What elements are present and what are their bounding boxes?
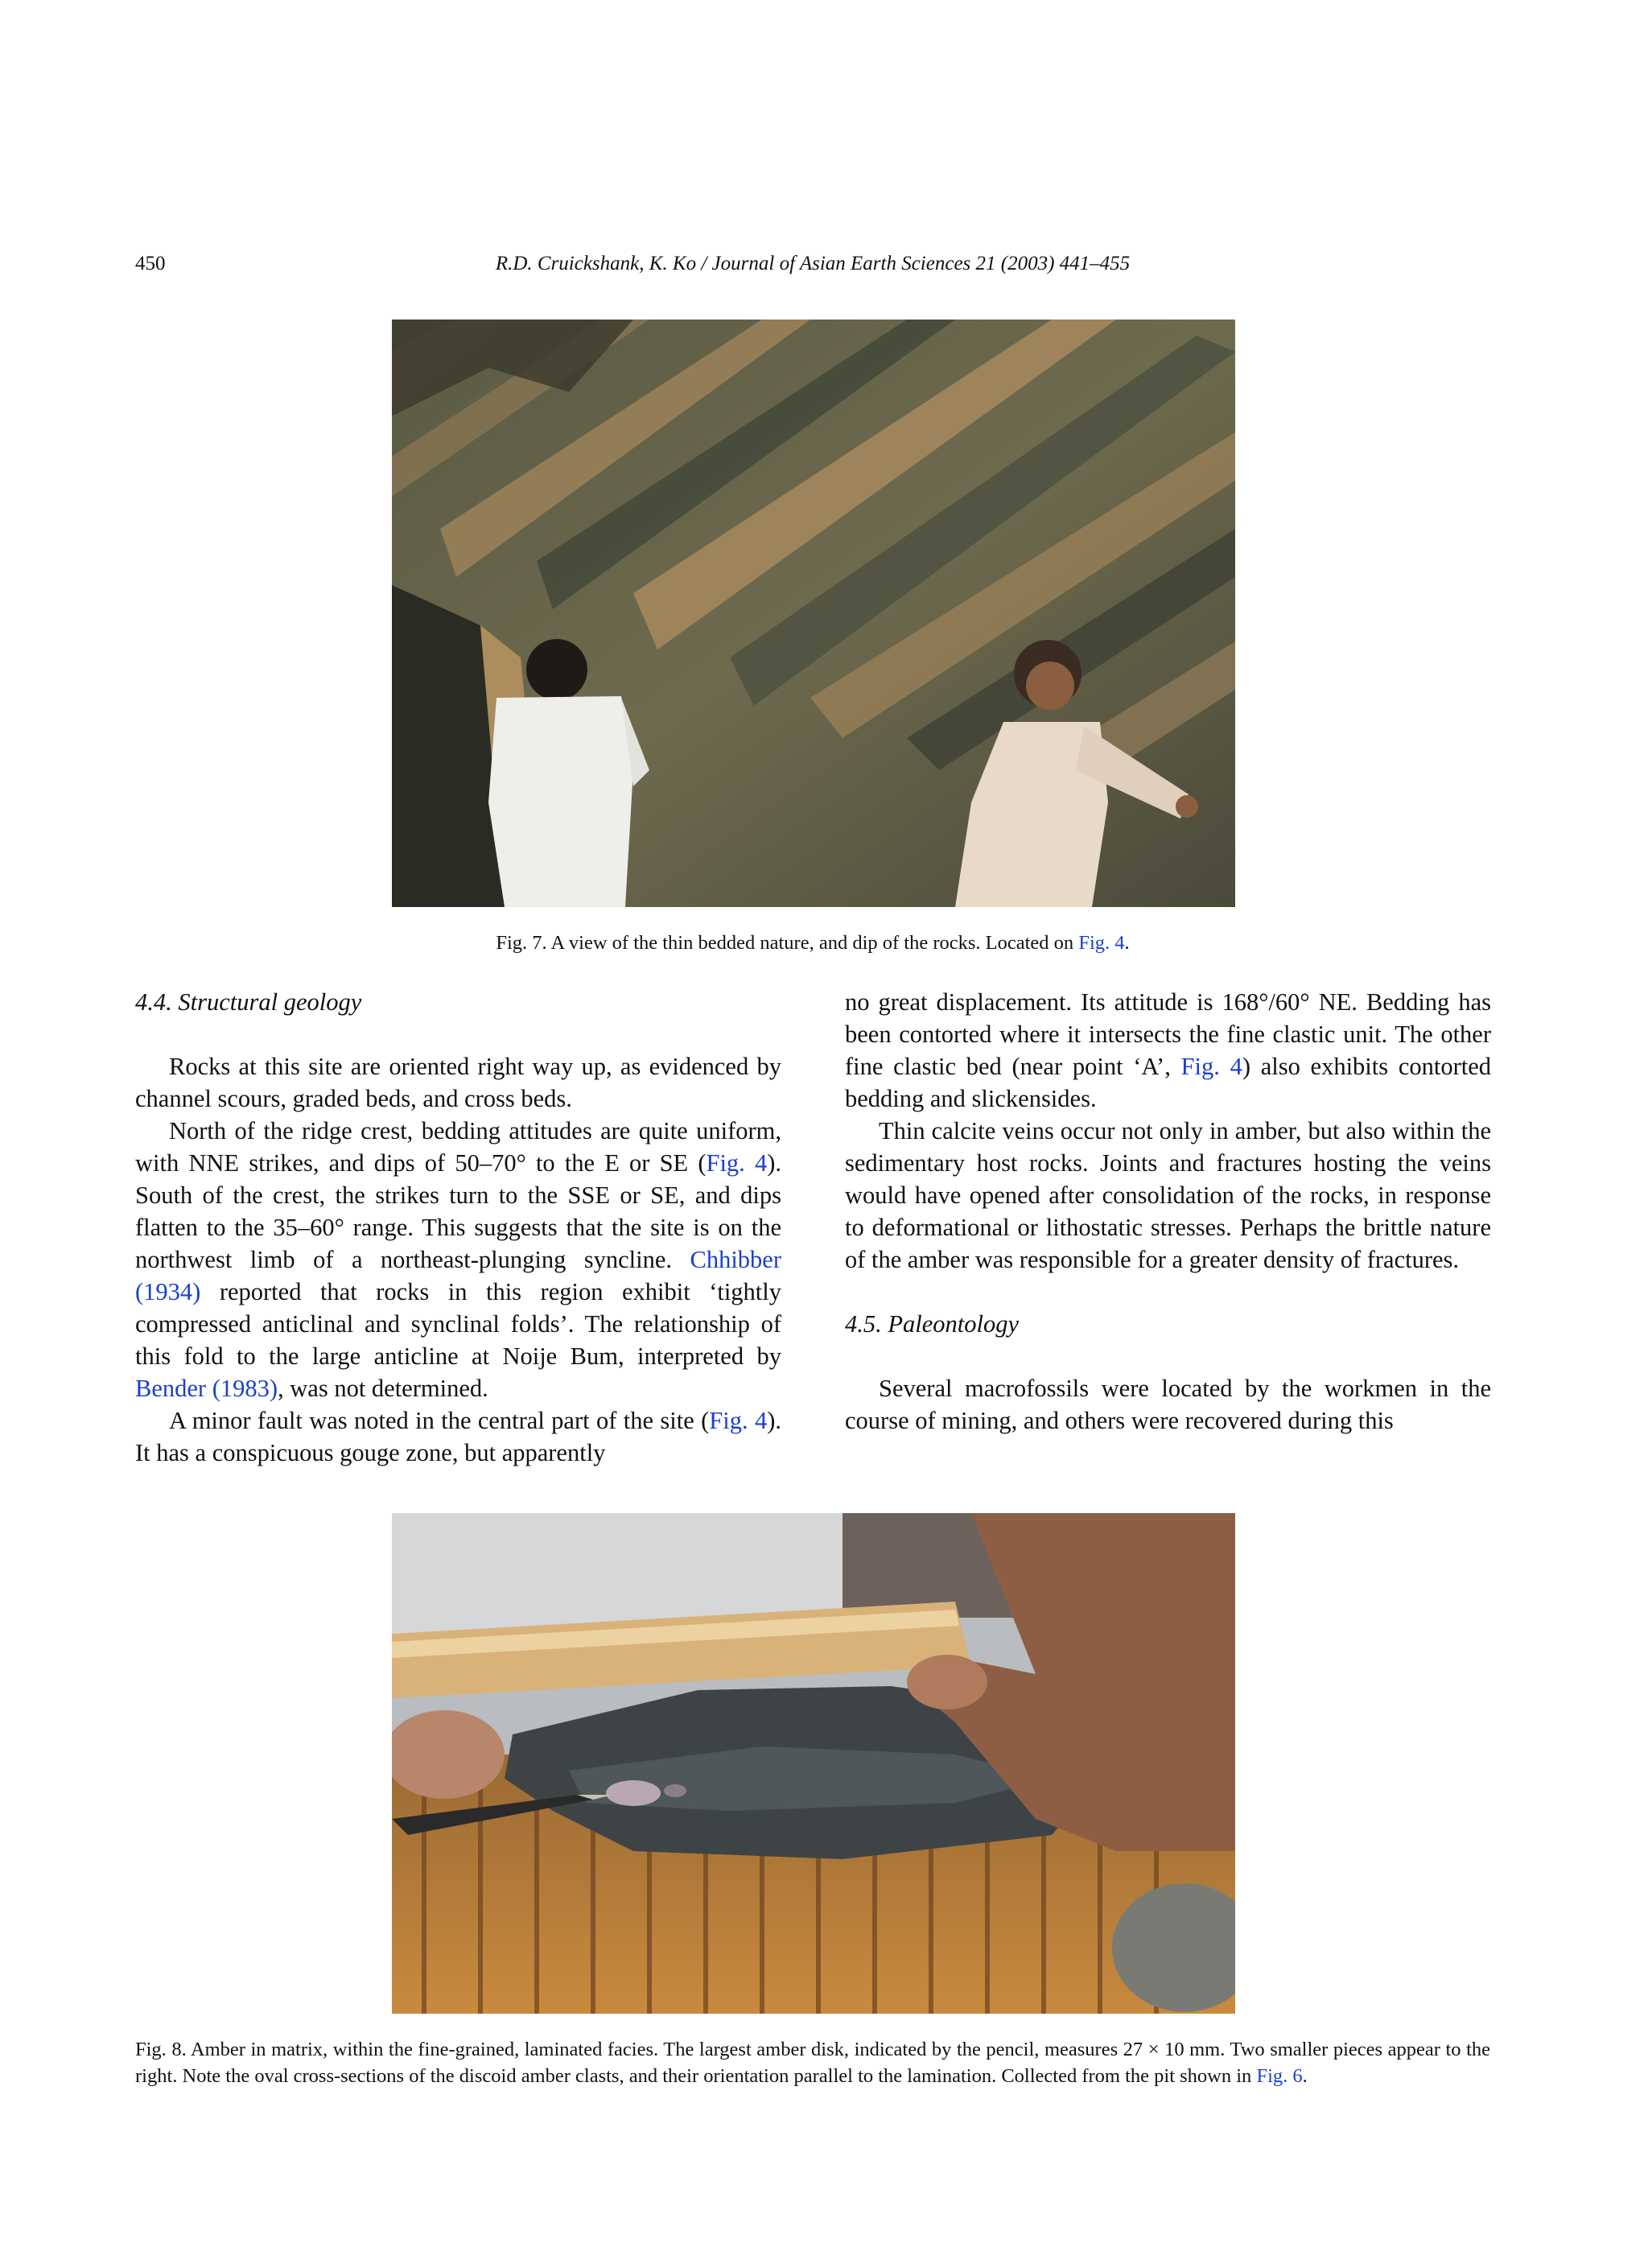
figure-8-photo [392, 1513, 1235, 2014]
journal-citation: R.D. Cruickshank, K. Ko / Journal of Asian Earth Sciences 21 (2003) 441–455 [495, 253, 1131, 274]
paragraph-continued: no great displacement. Its attitude is 168°/60° NE. Bedding has been contorted where it intersects the fine clastic unit. The other fine clastic bed (near point ‘A’, Fig. 4) also exhibits contorted bedding and slickensides. [845, 988, 1492, 1112]
paragraph: Thin calcite veins occur not only in amber, but also within the sedimentary host rocks. Joints and fractures hosting the veins would have opened after consolidation of the rocks, in response to deformational or lithostatic stresses. Perhaps the brittle nature of the amber was responsible for a greater density of fractures. [845, 1117, 1491, 1273]
page-number: 450 [135, 253, 166, 274]
fig-4-link[interactable]: Fig. 4 [706, 1149, 768, 1177]
fig-4-link[interactable]: Fig. 4 [1078, 932, 1125, 954]
paragraph: Several macrofossils were located by the workmen in the course of mining, and others were recovered during this [845, 1375, 1491, 1434]
fig-4-link[interactable]: Fig. 4 [709, 1407, 768, 1434]
left-column [135, 986, 781, 1469]
outcrop-photo [392, 320, 1235, 907]
section-heading-structural-geology: 4.4. Structural geology [135, 988, 362, 1016]
paragraph: North of the ridge crest, bedding attitudes are quite uniform, with NNE strikes, and dips of 50–70° to the E or SE (Fig. 4). South of the crest, the strikes turn to the SSE or SE, and dips flatten to the 35–60° range. This suggests that the site is on the northwest limb of a northeast-plunging syncline. Chhibber (1934) reported that rocks in this region exhibit ‘tightly compressed anticlinal and synclinal folds’. The relationship of this fold to the large anticline at Noije Bum, interpreted by Bender (1983), was not determined. [135, 1117, 782, 1402]
section-heading-paleontology: 4.5. Paleontology [845, 1310, 1020, 1338]
fig-6-link[interactable]: Fig. 6 [1256, 2065, 1303, 2087]
paragraph: A minor fault was noted in the central part of the site (Fig. 4). It has a conspicuous gouge zone, but apparently [135, 1407, 781, 1466]
fig-4-link[interactable]: Fig. 4 [1180, 1053, 1242, 1080]
figure-7-photo [392, 320, 1235, 907]
right-column [845, 986, 1491, 1437]
figure-8-caption: Fig. 8. Amber in matrix, within the fine-grained, laminated facies. The largest amber disk, indicated by the pencil, measures 27 × 10 mm. Two smaller pieces appear to the right. Note the oval cross-sections of the discoid amber clasts, and their orientation parallel to the lamination. Collected from the pit shown in Fig. 6. [135, 2039, 1490, 2087]
paragraph: Rocks at this site are oriented right way up, as evidenced by channel scours, graded beds, and cross beds. [135, 1053, 781, 1112]
amber-specimen-photo [392, 1513, 1235, 2014]
figure-7-caption: Fig. 7. A view of the thin bedded nature, and dip of the rocks. Located on Fig. 4. [496, 932, 1130, 954]
chhibber-1934-link[interactable]: Chhibber (1934) [135, 1246, 781, 1305]
bender-1983-link[interactable]: Bender (1983) [135, 1375, 278, 1402]
running-head [135, 253, 1490, 285]
